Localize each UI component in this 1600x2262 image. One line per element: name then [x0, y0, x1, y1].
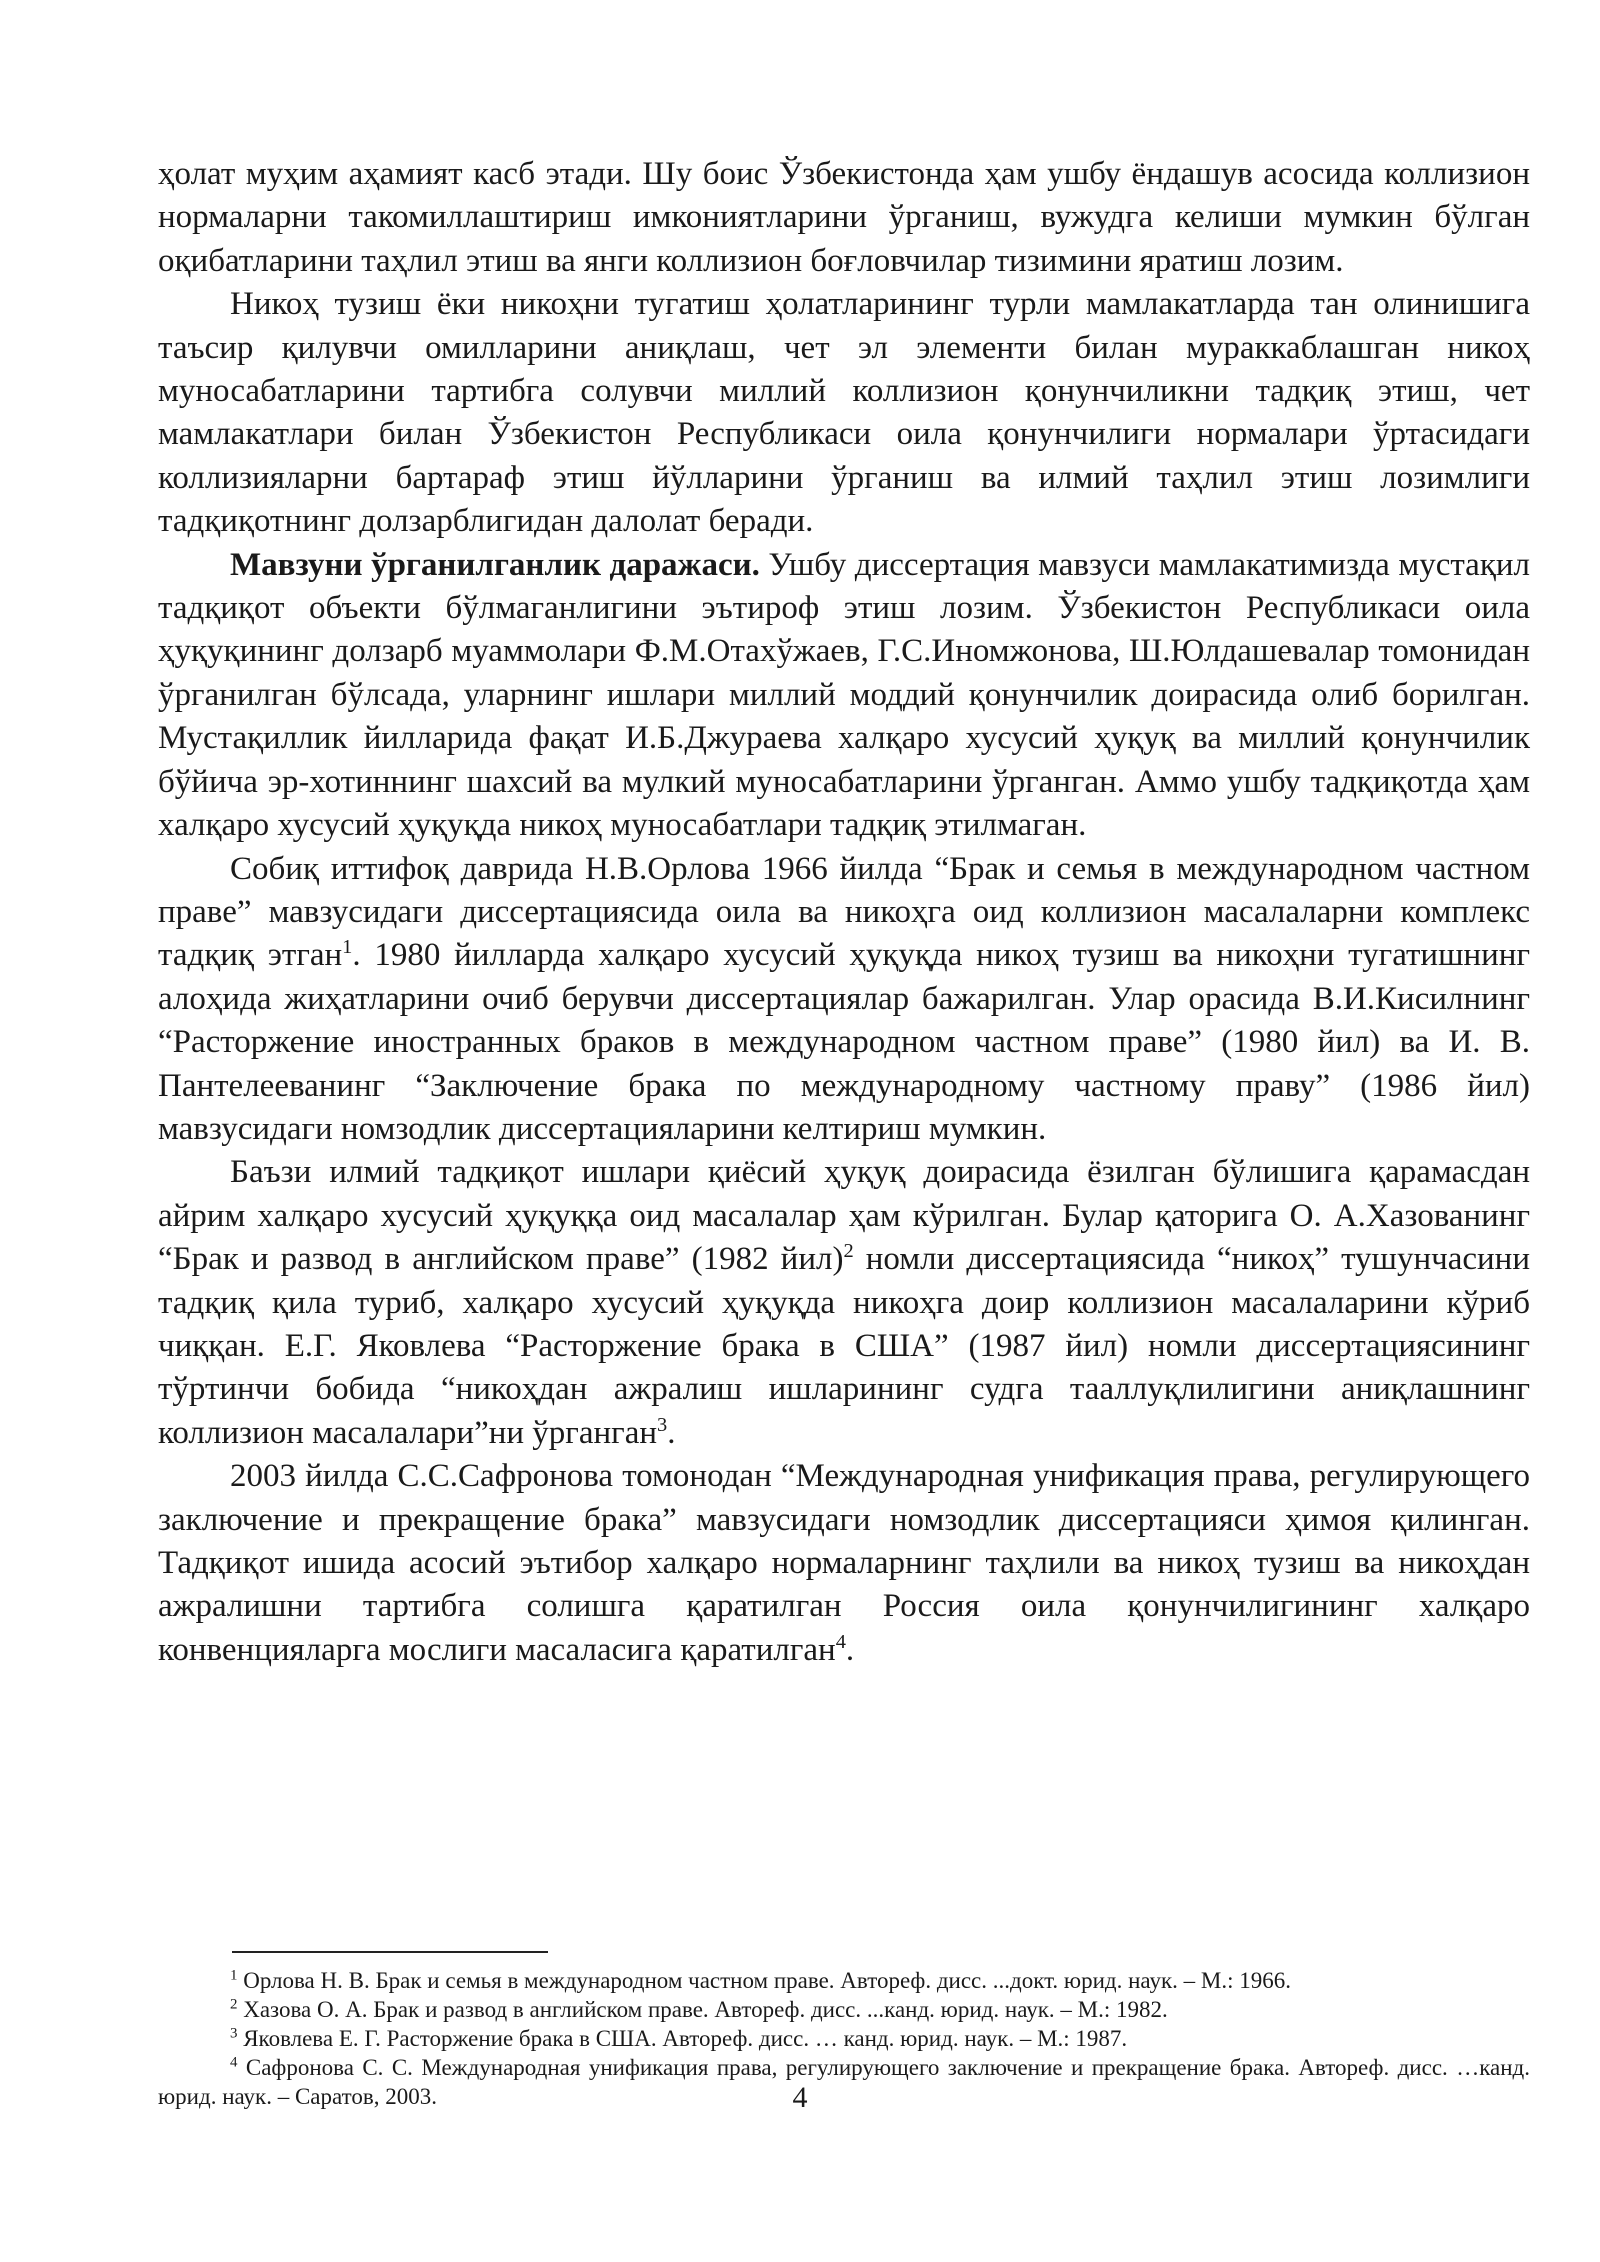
- paragraph-6: [158, 1455, 1530, 1672]
- footnote-text: Сафронова С. С. Международная унификация права, регулирующего заключение и прекращение брака. Автореф. дисс. …канд. юрид. наук. – Саратов, 2003.: [158, 2055, 1530, 2109]
- footnote-ref-1[interactable]: 1: [342, 936, 353, 959]
- footnote-number: 3: [230, 2025, 238, 2042]
- paragraph-4: [158, 848, 1530, 1152]
- paragraph-text: 2003 йилда С.С.Сафронова томонодан “Международная унификация права, регулирующего заключение и прекращение брака” мавзусидаги номзодлик диссертацияси ҳимоя қилинган. Тадқиқот ишида асосий эътибор халқаро нормаларнинг таҳлили ва никоҳ тузиш ва никоҳдан ажралишни тартибга солишга қаратилган Россия оила қонунчилигининг халқаро конвенцияларга мослиги масаласига қаратилган: [158, 1458, 1530, 1668]
- paragraph-text: Ушбу диссертация мавзуси мамлакатимизда мустақил тадқиқот объекти бўлмаганлигини эътироф этиш лозим. Ўзбекистон Республикаси оила ҳуқуқининг долзарб муаммолари Ф.М.Отахўжаев, Г.С.Иномжонова, Ш.Юлдашевалар томонидан ўрганилган бўлсада, уларнинг ишлари миллий моддий қонунчилик доирасида олиб борилган. Мустақиллик йилларида фақат И.Б.Джураева халқаро хусусий ҳуқуқ ва миллий қонунчилик бўйича эр-хотиннинг шахсий ва мулкий муносабатларини ўрганган. Аммо ушбу тадқиқотда ҳам халқаро хусусий ҳуқуқда никоҳ муносабатлари тадқиқ этилмаган.: [158, 546, 1530, 844]
- footnote-ref-3[interactable]: 3: [657, 1413, 668, 1436]
- paragraph-text: .: [667, 1414, 676, 1451]
- footnote-number: 1: [230, 1967, 238, 1984]
- footnote-number: 4: [230, 2054, 238, 2071]
- page-number: 4: [792, 2081, 808, 2114]
- paragraph-1: [158, 153, 1530, 283]
- paragraph-text: ҳолат муҳим аҳамият касб этади. Шу боис Ўзбекистонда ҳам ушбу ёндашув асосида коллизион нормаларни такомиллаштириш имкониятларини ўрганиш, вужудга келиши мумкин бўлган оқибатларини таҳлил этиш ва янги коллизион боғловчилар тизимини яратиш лозим.: [158, 156, 1530, 279]
- paragraph-text: Баъзи илмий тадқиқот ишлари қиёсий ҳуқуқ доирасида ёзилган бўлишига қарамасдан айрим халқаро хусусий ҳуқуққа оид масалалар ҳам кўрилган. Булар қаторига О. А.Хазованинг “Брак и развод в английском праве” (1982 йил): [158, 1154, 1530, 1278]
- paragraph-text: Собиқ иттифоқ даврида Н.В.Орлова 1966 йилда “Брак и семья в международном частном праве” мавзусидаги диссертациясида оила ва никоҳга оид коллизион масалаларни комплекс тадқиқ этган: [158, 850, 1530, 974]
- footnote-text: Хазова О. А. Брак и развод в английском праве. Автореф. дисс. ...канд. юрид. наук. – М.: 1982.: [237, 1997, 1168, 2022]
- paragraph-text: номли диссертациясида “никоҳ” тушунчасини тадқиқ қила туриб, халқаро хусусий ҳуқуқда никоҳга доир коллизион масалаларини кўриб чиққан. Е.Г. Яковлева “Расторжение брака в США” (1987 йил) номли диссертациясининг тўртинчи бобида “никоҳдан ажралиш ишларининг судга тааллуқлилигини аниқлашнинг коллизион масалалари”ни ўрганган: [158, 1241, 1530, 1451]
- footnote-ref-4[interactable]: 4: [835, 1630, 846, 1653]
- footnote: [158, 2024, 1530, 2053]
- paragraph-text: .: [845, 1631, 855, 1668]
- footnote-text: Яковлева Е. Г. Расторжение брака в США. Автореф. дисс. … канд. юрид. наук. – М.: 1987.: [237, 2026, 1128, 2051]
- paragraph-5: [158, 1151, 1530, 1455]
- footnote-number: 2: [230, 1996, 238, 2013]
- paragraph-3: [158, 544, 1530, 848]
- section-heading: Мавзуни ўрганилганлик даражаси.: [230, 546, 760, 583]
- footnote-ref-2[interactable]: 2: [843, 1240, 854, 1263]
- main-text: [158, 153, 1530, 1672]
- paragraph-text: Никоҳ тузиш ёки никоҳни тугатиш ҳолатларининг турли мамлакатларда тан олинишига таъсир қилувчи омилларини аниқлаш, чет эл элементи билан мураккаблашган никоҳ муносабатларини тартибга солувчи миллий коллизион қонунчиликни тадқиқ этиш, чет мамлакатлари билан Ўзбекистон Республикаси оила қонунчилиги нормалари ўртасидаги коллизияларни бартараф этиш йўлларини ўрганиш ва илмий таҳлил этиш лозимлиги тадқиқотнинг долзарблигидан далолат беради.: [158, 286, 1530, 540]
- paragraph-2: [158, 283, 1530, 543]
- footnote-separator: [232, 1951, 548, 1953]
- footnote: [158, 1995, 1530, 2024]
- footnote-text: Орлова Н. В. Брак и семья в международном частном праве. Автореф. дисс. ...докт. юрид. наук. – М.: 1966.: [237, 1968, 1291, 1993]
- paragraph-text: . 1980 йилларда халқаро хусусий ҳуқуқда никоҳ тузиш ва никоҳни тугатишнинг алоҳида жиҳатларини очиб берувчи диссертациялар бажарилган. Улар орасида В.И.Кисилнинг “Расторжение иностранных браков в международном частном праве” (1980 йил) ва И. В. Пантелееванинг “Заключение брака по международному частному праву” (1986 йил) мавзусидаги номзодлик диссертацияларини келтириш мумкин.: [158, 937, 1530, 1147]
- footnote: [158, 1966, 1530, 1995]
